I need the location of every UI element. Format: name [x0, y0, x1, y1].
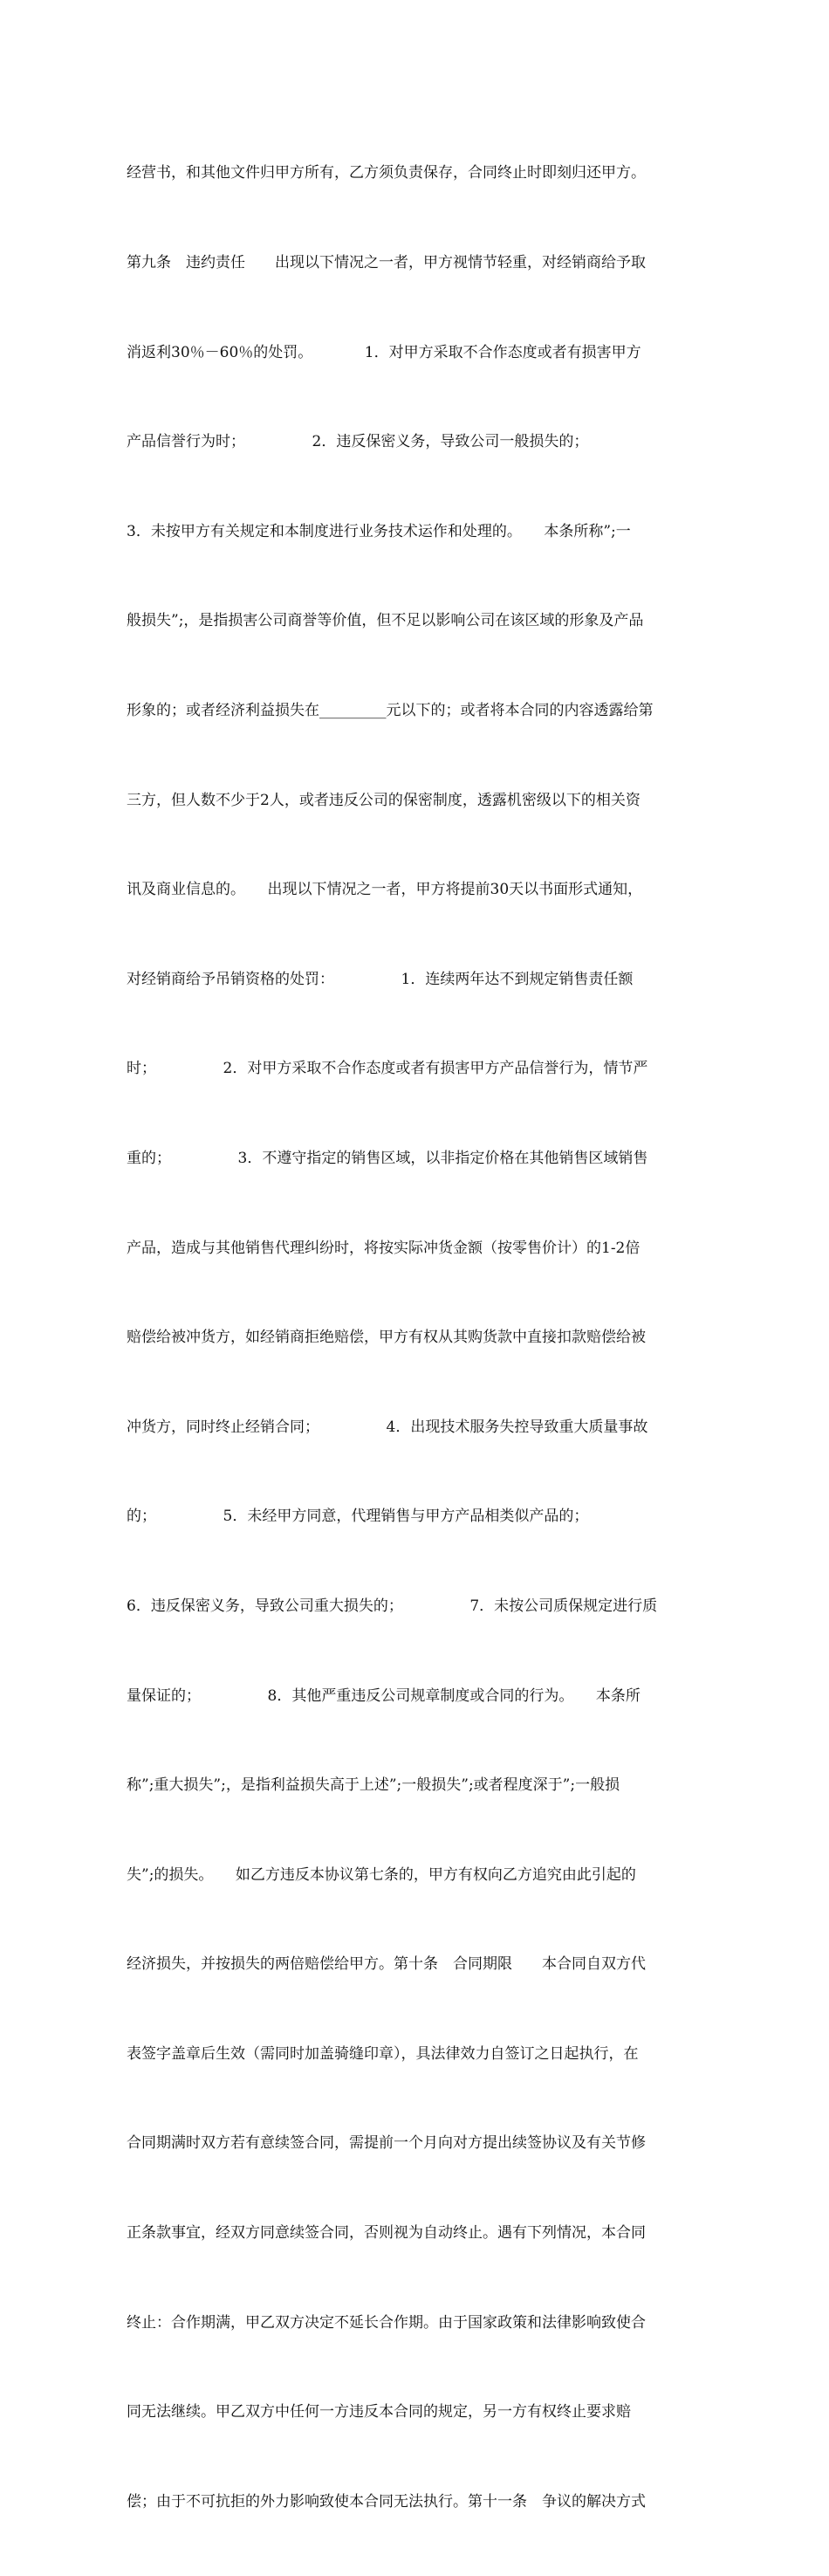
text-line: 正条款事宜，经双方同意续签合同，否则视为自动终止。遇有下列情况，本合同	[127, 2224, 646, 2243]
text-line: 般损失”;，是指损害公司商誉等价值，但不足以影响公司在该区域的形象及产品	[127, 612, 644, 630]
text-line: 6．违反保密义务，导致公司重大损失的； 7．未按公司质保规定进行质	[127, 1597, 658, 1615]
text-line: 冲货方，同时终止经销合同； 4．出现技术服务失控导致重大质量事故	[127, 1418, 648, 1436]
text-line: 同无法继续。甲乙双方中任何一方违反本合同的规定，另一方有权终止要求赔	[127, 2403, 631, 2421]
text-line: 称”;重大损失”;，是指利益损失高于上述”;一般损失”;或者程度深于”;一般损	[127, 1776, 620, 1795]
text-line: 量保证的； 8．其他严重违反公司规章制度或合同的行为。 本条所	[127, 1686, 641, 1705]
text-line: 产品，造成与其他销售代理纠纷时，将按实际冲货金额（按零售价计）的1-2倍	[127, 1239, 641, 1257]
contract-body-text	[127, 99, 711, 2576]
text-line: 三方，但人数不少于2人，或者违反公司的保密制度，透露机密级以下的相关资	[127, 791, 641, 809]
text-line: 产品信誉行为时； 2．违反保密义务，导致公司一般损失的；	[127, 433, 589, 451]
text-line: 终止：合作期满，甲乙双方决定不延长合作期。由于国家政策和法律影响致使合	[127, 2313, 646, 2332]
text-line: 重的； 3．不遵守指定的销售区域，以非指定价格在其他销售区域销售	[127, 1149, 648, 1167]
text-line: 3．未按甲方有关规定和本制度进行业务技术运作和处理的。 本条所称”;一	[127, 522, 631, 540]
text-line: 形象的；或者经济利益损失在_________元以下的；或者将本合同的内容透露给第	[127, 701, 654, 719]
text-line: 对经销商给予吊销资格的处罚： 1．连续两年达不到规定销售责任额	[127, 970, 634, 988]
text-line: 经营书，和其他文件归甲方所有，乙方须负责保存，合同终止时即刻归还甲方。	[127, 164, 646, 182]
text-line: 赔偿给被冲货方，如经销商拒绝赔偿，甲方有权从其购货款中直接扣款赔偿给被	[127, 1329, 646, 1347]
text-line: 经济损失，并按损失的两倍赔偿给甲方。第十条 合同期限 本合同自双方代	[127, 1955, 646, 1974]
text-line: 偿；由于不可抗拒的外力影响致使本合同无法执行。第十一条 争议的解决方式	[127, 2492, 646, 2511]
text-line: 失”;的损失。 如乙方违反本协议第七条的，甲方有权向乙方追究由此引起的	[127, 1865, 636, 1884]
text-line: 合同期满时双方若有意续签合同，需提前一个月向对方提出续签协议及有关节修	[127, 2134, 646, 2153]
text-line: 第九条 违约责任 出现以下情况之一者，甲方视情节轻重，对经销商给予取	[127, 254, 646, 271]
text-line: 的； 5．未经甲方同意，代理销售与甲方产品相类似产品的；	[127, 1508, 589, 1526]
text-line: 讯及商业信息的。 出现以下情况之一者，甲方将提前30天以书面形式通知，	[127, 881, 643, 899]
text-line: 表签字盖章后生效（需同时加盖骑缝印章），具法律效力自签订之日起执行，在	[127, 2044, 639, 2063]
text-line: 时； 2．对甲方采取不合作态度或者有损害甲方产品信誉行为，情节严	[127, 1060, 648, 1078]
text-line: 消返利30％－60％的处罚。 1．对甲方采取不合作态度或者有损害甲方	[127, 343, 641, 361]
